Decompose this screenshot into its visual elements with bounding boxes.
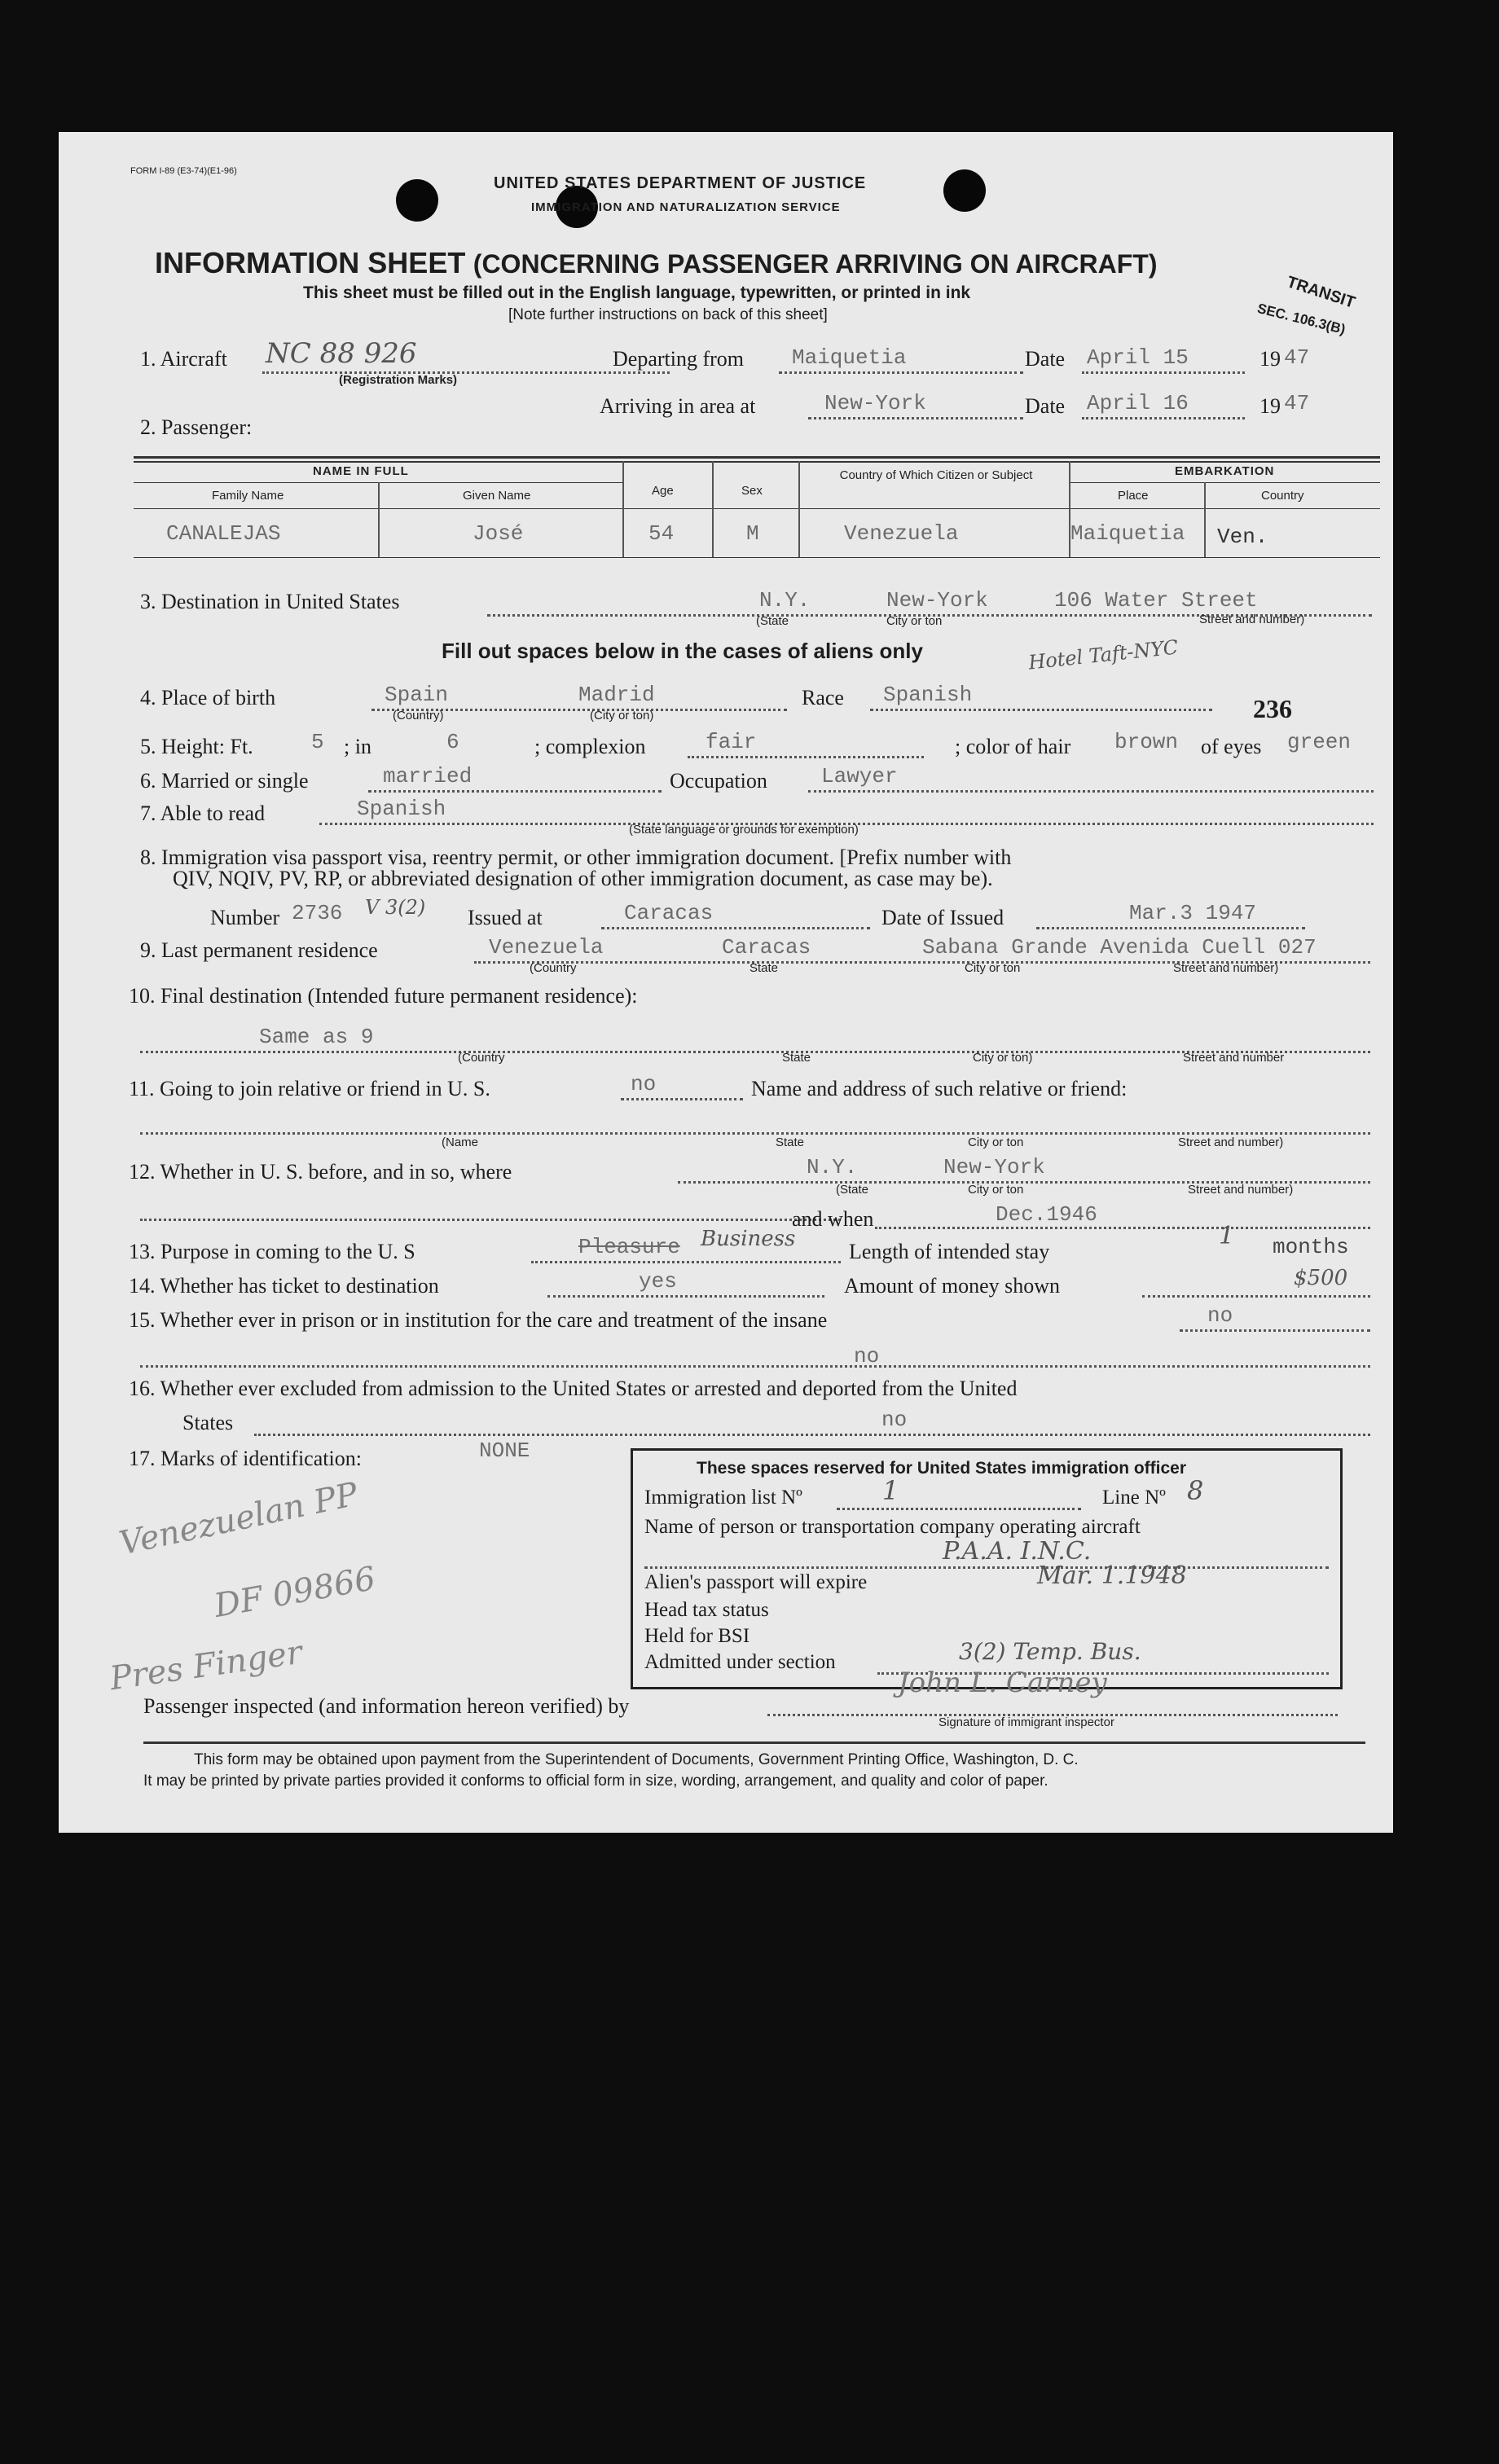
punch-hole-center (396, 179, 438, 222)
visa-line-1: 8. Immigration visa passport visa, reentry permit, or other immigration document. [Prefix number with (140, 845, 1012, 869)
join-label: 11. Going to join relative or friend in U. S. (129, 1077, 490, 1100)
company-label: Name of person or transportation company operating aircraft (644, 1516, 1141, 1538)
residence-cap-country: (Country (530, 961, 577, 975)
header-place: Place (1118, 489, 1149, 503)
final-cap-street: Street and number (1183, 1051, 1285, 1065)
destination-cap-street: Street and number) (1199, 613, 1305, 626)
arrive-date: April 16 (1087, 391, 1189, 415)
join-cap-name: (Name (442, 1135, 479, 1149)
head-tax-label: Head tax status (644, 1599, 769, 1621)
header-country: Country (1261, 489, 1304, 503)
excluded-line-2: States (182, 1411, 234, 1434)
line-number-label: Line Nº (1102, 1487, 1166, 1509)
header-sex: Sex (741, 484, 763, 498)
final-cap-state: State (782, 1051, 811, 1065)
depart-year: 47 (1284, 345, 1310, 370)
read-caption: (State language or grounds for exemption) (629, 823, 859, 837)
complexion-value: fair (706, 730, 757, 754)
header-name-in-full: NAME IN FULL (313, 464, 409, 478)
stay-handwritten: 1 (1219, 1222, 1235, 1250)
birth-country: Spain (385, 683, 449, 707)
married-value: married (383, 764, 473, 788)
header-given-name: Given Name (463, 489, 531, 503)
final-cap-city: City or ton) (973, 1051, 1033, 1065)
ticket-label: 14. Whether has ticket to destination (129, 1274, 439, 1298)
form-sheet (59, 132, 1393, 1833)
passport-expire-label: Alien's passport will expire (644, 1571, 868, 1593)
admitted-value: 3(2) Temp. Bus. (959, 1638, 1141, 1665)
prison-value-2: no (854, 1344, 880, 1368)
destination-cap-city: City or ton (886, 614, 943, 628)
before-state: N.Y. (807, 1155, 858, 1179)
passenger-label: 2. Passenger: (140, 415, 253, 439)
instruction-line-2: [Note further instructions on back of this sheet] (508, 306, 828, 323)
hair-value: brown (1114, 730, 1179, 754)
height-in: 6 (446, 730, 459, 754)
purpose-label: 13. Purpose in coming to the U. S (129, 1240, 415, 1263)
cell-country: Ven. (1217, 525, 1268, 549)
stay-value: months (1273, 1235, 1349, 1259)
aliens-heading: Fill out spaces below in the cases of aliens only (442, 639, 923, 663)
header-age: Age (652, 484, 674, 498)
form-title-main: INFORMATION SHEET (155, 246, 466, 279)
passenger-table (134, 456, 1380, 559)
visa-line-2: QIV, NQIV, PV, RP, or abbreviated designation of other immigration document, as case may be). (173, 867, 993, 890)
money-label: Amount of money shown (844, 1274, 1061, 1298)
birth-label: 4. Place of birth (140, 686, 276, 709)
marks-handwritten-2: DF 09866 (211, 1560, 379, 1625)
immigration-list-value: 1 (882, 1475, 899, 1506)
marks-label: 17. Marks of identification: (129, 1447, 362, 1470)
join-cap-street: Street and number) (1178, 1135, 1284, 1149)
service-name: IMMIGRATION AND NATURALIZATION SERVICE (531, 200, 841, 214)
visa-number-label: Number (210, 906, 280, 929)
header-citizen: Country of Which Citizen or Subject (839, 468, 1033, 482)
department-name: UNITED STATES DEPARTMENT OF JUSTICE (494, 174, 867, 192)
inspector-signature: John L. Carney (898, 1667, 1107, 1699)
departing-value: Maiquetia (792, 345, 907, 370)
stay-label: Length of intended stay (849, 1240, 1050, 1263)
passport-expire-value: Mar. 1.1948 (1037, 1561, 1187, 1590)
destination-state: N.Y. (759, 588, 811, 613)
residence-label: 9. Last permanent residence (140, 938, 378, 962)
join-name-label: Name and address of such relative or friend: (751, 1077, 1128, 1100)
cell-place: Maiquetia (1070, 521, 1185, 546)
ticket-value: yes (639, 1269, 677, 1293)
header-embarkation: EMBARKATION (1175, 464, 1275, 478)
height-ft: 5 (311, 730, 324, 754)
read-value: Spanish (357, 797, 446, 821)
arriving-value: New-York (824, 391, 926, 415)
issued-at: Caracas (624, 901, 714, 925)
depart-date-label: Date (1025, 347, 1066, 371)
punch-hole-right (943, 169, 986, 212)
before-cap-state: (State (836, 1183, 869, 1197)
before-city: New-York (943, 1155, 1045, 1179)
purpose-value: Pleasure (578, 1235, 680, 1259)
arrive-year-prefix: 19 (1259, 394, 1281, 418)
destination-city: New-York (886, 588, 988, 613)
marks-handwritten-1: Venezuelan PP (116, 1475, 362, 1563)
join-cap-city: City or ton (968, 1135, 1024, 1149)
final-destination-label: 10. Final destination (Intended future permanent residence): (129, 984, 638, 1008)
destination-handwritten: Hotel Taft-NYC (1027, 635, 1180, 674)
footer-line-2: It may be printed by private parties provided it conforms to official form in size, wording, arrangement, and quality and color of paper. (143, 1772, 1048, 1790)
marks-handwritten-3: Pres Finger (107, 1633, 305, 1698)
occupation-label: Occupation (670, 769, 767, 793)
company-value: P.A.A. I.N.C. (943, 1537, 1092, 1566)
aircraft-value: NC 88 926 (266, 337, 417, 370)
destination-label: 3. Destination in United States (140, 590, 400, 613)
height-in-label: ; in (344, 735, 371, 758)
before-cap-street: Street and number) (1188, 1183, 1294, 1197)
before-when: Dec.1946 (996, 1202, 1097, 1227)
form-title (155, 246, 1158, 280)
before-cap-city: City or ton (968, 1183, 1024, 1197)
cell-citizen: Venezuela (844, 521, 959, 546)
race-label: Race (802, 686, 844, 709)
depart-year-prefix: 19 (1259, 347, 1281, 371)
married-label: 6. Married or single (140, 769, 309, 793)
residence-cap-city: City or ton (965, 961, 1021, 975)
cell-sex: M (746, 521, 759, 546)
destination-cap-state: (State (756, 614, 789, 628)
arrive-year: 47 (1284, 391, 1310, 415)
height-label: 5. Height: Ft. (140, 735, 253, 758)
join-cap-state: State (776, 1135, 805, 1149)
final-destination-value: Same as 9 (259, 1025, 374, 1049)
hair-label: ; color of hair (955, 735, 1071, 758)
money-value: $500 (1294, 1266, 1348, 1290)
depart-date: April 15 (1087, 345, 1189, 370)
residence-country: Venezuela (489, 935, 604, 960)
immigration-list-label: Immigration list Nº (644, 1487, 802, 1509)
officer-box (631, 1448, 1343, 1689)
form-title-sub: (CONCERNING PASSENGER ARRIVING ON AIRCRAFT) (473, 249, 1158, 279)
aircraft-label: 1. Aircraft (140, 347, 227, 371)
visa-handwritten: V 3(2) (365, 896, 426, 919)
residence-state: Caracas (722, 935, 811, 960)
eyes-label: of eyes (1201, 735, 1262, 758)
purpose-handwritten: Business (701, 1227, 796, 1251)
transit-stamp: TRANSIT (1284, 273, 1358, 312)
officer-box-title: These spaces reserved for United States immigration officer (697, 1459, 1187, 1478)
before-when-label: and when (792, 1207, 874, 1231)
visa-date: Mar.3 1947 (1129, 901, 1257, 925)
registration-caption: (Registration Marks) (339, 373, 458, 387)
excluded-line-1: 16. Whether ever excluded from admission to the United States or arrested and deported from the United (129, 1377, 1018, 1400)
header-family-name: Family Name (212, 489, 284, 503)
excluded-value: no (881, 1408, 908, 1432)
prison-label: 15. Whether ever in prison or in institution for the care and treatment of the insane (129, 1308, 828, 1332)
join-value: no (631, 1072, 657, 1096)
residence-street: Sabana Grande Avenida Cuell 027 (922, 935, 1317, 960)
cell-age: 54 (648, 521, 675, 546)
signature-caption: Signature of immigrant inspector (939, 1715, 1114, 1729)
read-label: 7. Able to read (140, 802, 266, 825)
before-label: 12. Whether in U. S. before, and in so, where (129, 1160, 512, 1184)
cell-family-name: CANALEJAS (166, 521, 281, 546)
document-number: 236 (1253, 694, 1292, 723)
line-number-value: 8 (1187, 1475, 1204, 1506)
destination-street: 106 Water Street (1054, 588, 1258, 613)
final-cap-country: (Country (458, 1051, 505, 1065)
visa-date-label: Date of Issued (881, 906, 1004, 929)
form-number: FORM I-89 (E3-74)(E1-96) (130, 166, 237, 176)
birth-cap-city: (City or ton) (590, 709, 654, 723)
issued-label: Issued at (468, 906, 543, 929)
prison-value: no (1207, 1303, 1233, 1328)
inspected-label: Passenger inspected (and information hereon verified) by (143, 1694, 630, 1718)
admitted-label: Admitted under section (644, 1651, 836, 1673)
residence-cap-street: Street and number) (1173, 961, 1279, 975)
eyes-value: green (1287, 730, 1352, 754)
complexion-label: ; complexion (534, 735, 646, 758)
arrive-date-label: Date (1025, 394, 1066, 418)
marks-value: NONE (479, 1438, 530, 1463)
occupation-value: Lawyer (821, 764, 898, 788)
race-value: Spanish (883, 683, 973, 707)
stamp-date: SEC. 106.3(B) (1255, 300, 1347, 338)
departing-label: Departing from (613, 347, 745, 371)
cell-given-name: José (473, 521, 524, 546)
footer-line-1: This form may be obtained upon payment from the Superintendent of Documents, Government Printing Office, Washington, D. C. (194, 1751, 1079, 1768)
arriving-label: Arriving in area at (600, 394, 756, 418)
held-bsi-label: Held for BSI (644, 1625, 750, 1647)
birth-cap-country: (Country) (393, 709, 444, 723)
birth-city: Madrid (578, 683, 655, 707)
instruction-line-1: This sheet must be filled out in the English language, typewritten, or printed in ink (303, 283, 971, 302)
visa-number: 2736 (292, 901, 343, 925)
residence-cap-state: State (750, 961, 779, 975)
